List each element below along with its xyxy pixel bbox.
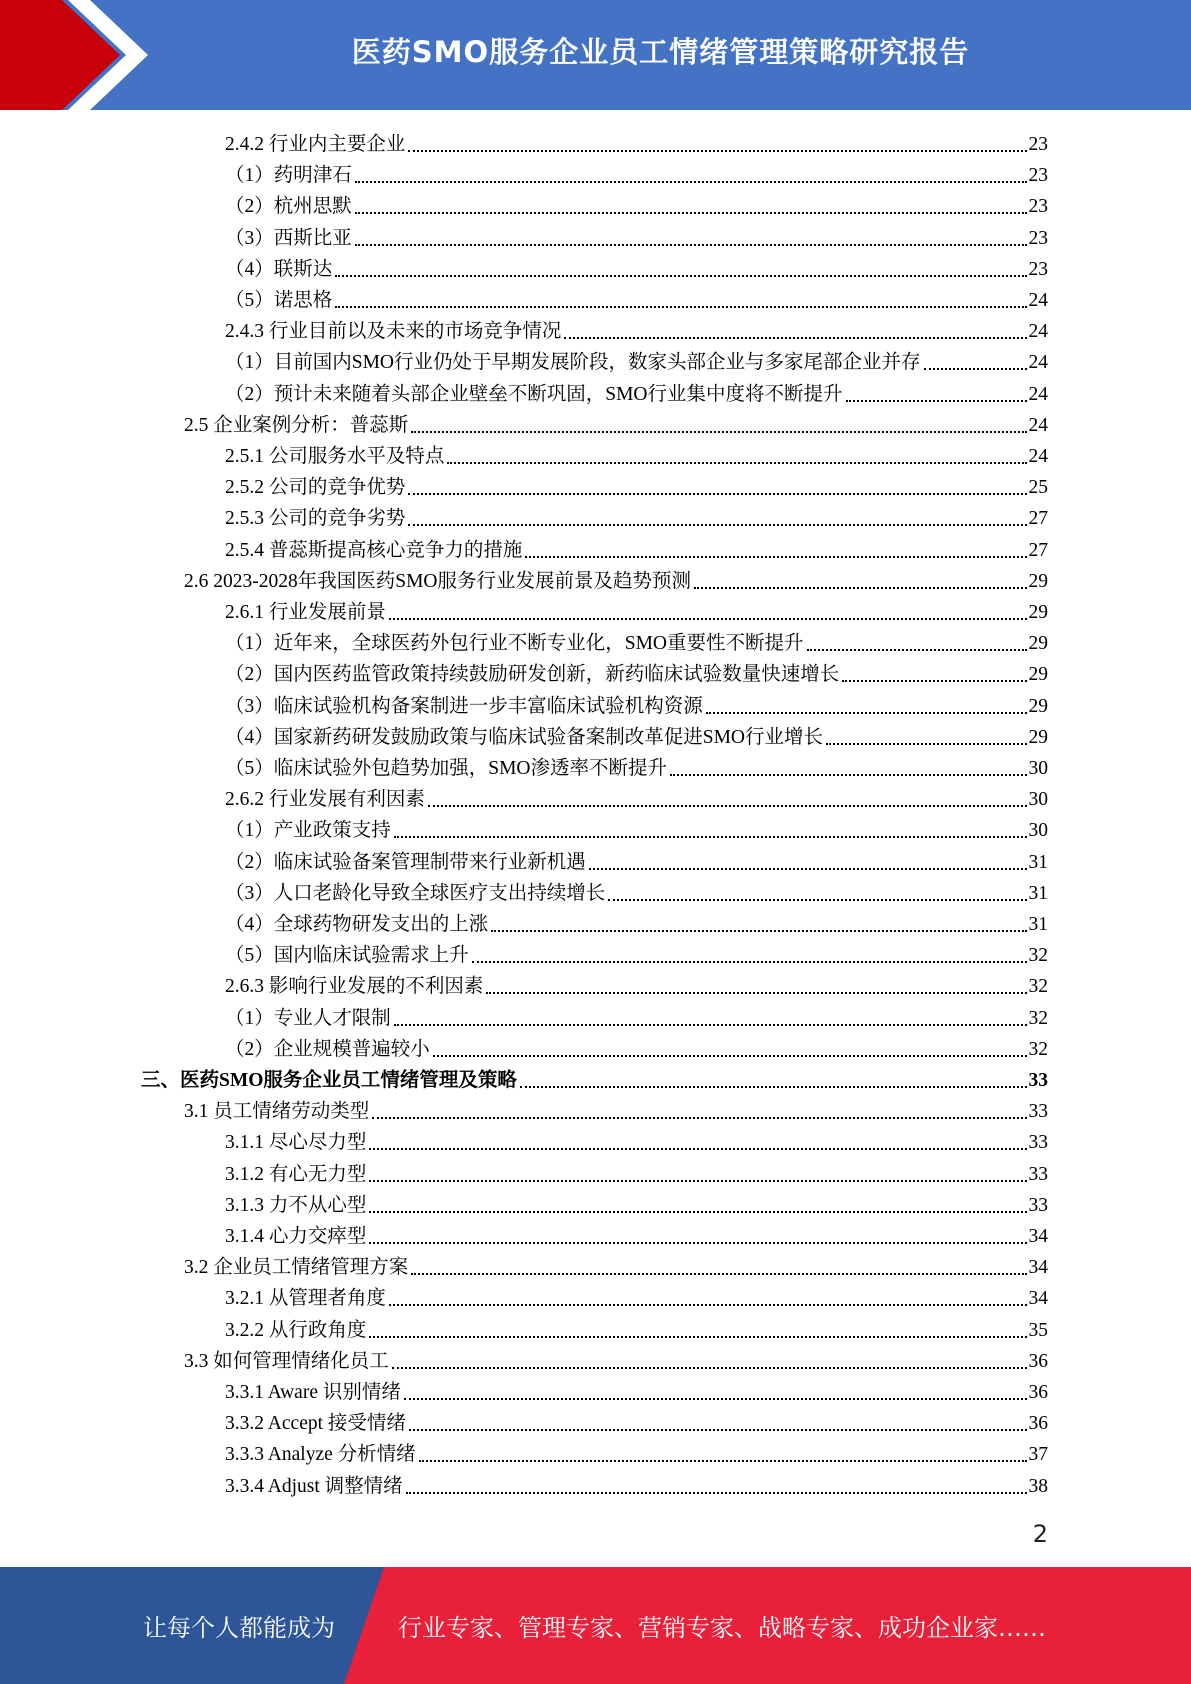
toc-entry[interactable] [225, 221, 1048, 252]
toc-entry-label: （1）目前国内SMO行业仍处于早期发展阶段，数家头部企业与多家尾部企业并存 [225, 352, 921, 374]
footer-slogan-left: 让每个人都能成为 [143, 1614, 335, 1642]
toc-entry-page: 27 [1028, 508, 1048, 530]
toc-entry-label: 3.3.2 Accept 接受情绪 [225, 1413, 406, 1435]
toc-leader-dots [694, 587, 1026, 589]
toc-entry-page: 27 [1028, 539, 1048, 561]
toc-entry-label: 2.6 2023-2028年我国医药SMO服务行业发展前景及趋势预测 [184, 570, 692, 592]
toc-entry[interactable] [225, 720, 1048, 751]
toc-entry-label: （4）全球药物研发支出的上涨 [225, 914, 489, 935]
toc-entry-page: 34 [1028, 1288, 1048, 1310]
toc-entry-page: 31 [1028, 914, 1048, 935]
toc-entry-page: 32 [1028, 1007, 1048, 1029]
toc-entry-label: 3.1.4 心力交瘁型 [225, 1226, 367, 1247]
toc-entry-label: 2.4.2 行业内主要企业 [225, 134, 406, 155]
toc-entry[interactable] [225, 845, 1048, 876]
toc-leader-dots [369, 1336, 1026, 1338]
toc-entry[interactable] [225, 1406, 1048, 1437]
toc-entry-label: 3.2 企业员工情绪管理方案 [184, 1257, 409, 1279]
toc-entry-page: 30 [1028, 820, 1048, 842]
page-header [0, 0, 1191, 110]
toc-entry-page: 29 [1028, 695, 1048, 717]
toc-entry-label: 3.1 员工情绪劳动类型 [184, 1101, 370, 1123]
toc-entry-page: 30 [1028, 758, 1048, 779]
toc-leader-dots [369, 1211, 1026, 1213]
toc-entry[interactable] [225, 813, 1048, 844]
toc-entry-page: 33 [1028, 1194, 1048, 1216]
toc-entry[interactable] [225, 470, 1048, 501]
toc-entry-page: 24 [1028, 414, 1048, 436]
page-number: 2 [1032, 1520, 1048, 1548]
toc-entry-label: 2.6.3 影响行业发展的不利因素 [225, 976, 484, 998]
toc-leader-dots [924, 368, 1027, 370]
toc-entry-label: 2.5.1 公司服务水平及特点 [225, 446, 445, 467]
toc-entry-page: 37 [1028, 1444, 1048, 1466]
toc-entry-page: 32 [1028, 976, 1048, 998]
toc-entry-page: 29 [1028, 664, 1048, 686]
toc-entry-label: （2）企业规模普遍较小 [225, 1038, 430, 1060]
toc-entry-label: （3）西斯比亚 [225, 227, 352, 249]
toc-leader-dots [369, 1180, 1026, 1182]
toc-leader-dots [394, 836, 1027, 838]
toc-leader-dots [406, 1492, 1027, 1494]
toc-entry-label: （5）诺思格 [225, 290, 333, 311]
toc-leader-dots [447, 462, 1026, 464]
toc-entry[interactable] [225, 533, 1048, 564]
toc-entry-page: 24 [1028, 352, 1048, 374]
toc-entry[interactable] [184, 564, 1048, 595]
toc-entry-page: 24 [1028, 321, 1048, 343]
toc-entry-page: 33 [1028, 1132, 1048, 1154]
toc-leader-dots [409, 1429, 1027, 1431]
toc-leader-dots [369, 1148, 1026, 1150]
toc-entry-label: （2）临床试验备案管理制带来行业新机遇 [225, 851, 586, 873]
toc-entry-page: 34 [1028, 1226, 1048, 1247]
toc-entry[interactable] [184, 1094, 1048, 1125]
toc-entry-page: 23 [1028, 227, 1048, 249]
toc-leader-dots [369, 1242, 1026, 1244]
toc-entry[interactable] [225, 689, 1048, 720]
toc-leader-dots [372, 1117, 1026, 1119]
toc-entry[interactable] [225, 907, 1048, 938]
toc-entry-page: 23 [1028, 258, 1048, 280]
toc-entry[interactable] [225, 283, 1048, 314]
toc-entry[interactable] [225, 1437, 1048, 1468]
page-footer [0, 1567, 1191, 1684]
toc-entry-label: （2）国内医药监管政策持续鼓励研发创新，新药临床试验数量快速增长 [225, 664, 840, 686]
toc-entry-label: 3.3.1 Aware 识别情绪 [225, 1382, 401, 1403]
toc-entry[interactable] [225, 345, 1048, 376]
toc-entry[interactable] [184, 1250, 1048, 1281]
toc-entry-label: （4）国家新药研发鼓励政策与临床试验备案制改革促进SMO行业增长 [225, 726, 824, 748]
toc-entry[interactable] [225, 938, 1048, 969]
toc-leader-dots [846, 400, 1027, 402]
toc-entry-page: 29 [1028, 570, 1048, 592]
report-title: 医药SMO服务企业员工情绪管理策略研究报告 [351, 34, 970, 69]
toc-leader-dots [408, 524, 1026, 526]
toc-entry[interactable] [225, 1469, 1048, 1500]
toc-entry-page: 24 [1028, 290, 1048, 311]
toc-entry[interactable] [225, 1032, 1048, 1063]
toc-leader-dots [394, 1024, 1027, 1026]
toc-entry[interactable] [225, 876, 1048, 907]
toc-entry[interactable] [225, 314, 1048, 345]
toc-entry-page: 38 [1028, 1475, 1048, 1497]
toc-leader-dots [355, 212, 1027, 214]
toc-leader-dots [389, 1304, 1027, 1306]
toc-entry-label: 2.5.3 公司的竞争劣势 [225, 508, 406, 530]
toc-entry-page: 31 [1028, 851, 1048, 873]
toc-entry[interactable] [225, 127, 1048, 158]
toc-leader-dots [842, 680, 1026, 682]
toc-entry-page: 23 [1028, 165, 1048, 187]
toc-entry-label: 3.1.2 有心无力型 [225, 1163, 367, 1185]
toc-entry-label: 3.2.2 从行政角度 [225, 1319, 367, 1341]
toc-leader-dots [389, 618, 1027, 620]
toc-entry-page: 33 [1028, 1163, 1048, 1185]
toc-entry-label: （3）人口老龄化导致全球医疗支出持续增长 [225, 882, 606, 904]
toc-entry[interactable] [225, 1281, 1048, 1312]
toc-entry[interactable] [225, 1001, 1048, 1032]
toc-entry-label: （5）临床试验外包趋势加强，SMO渗透率不断提升 [225, 758, 668, 779]
toc-entry-label: 3.3 如何管理情绪化员工 [184, 1350, 389, 1372]
toc-entry-page: 23 [1028, 196, 1048, 218]
toc-entry[interactable] [225, 1157, 1048, 1188]
toc-entry-label: 2.5 企业案例分析：普蕊斯 [184, 414, 409, 436]
toc-leader-dots [472, 961, 1027, 963]
toc-leader-dots [589, 868, 1027, 870]
toc-entry[interactable] [184, 1344, 1048, 1375]
toc-leader-dots [807, 649, 1027, 651]
toc-entry-label: 2.5.2 公司的竞争优势 [225, 477, 406, 499]
toc-entry-label: 3.3.4 Adjust 调整情绪 [225, 1475, 403, 1497]
toc-leader-dots [355, 244, 1027, 246]
toc-leader-dots [428, 805, 1027, 807]
toc-entry-label: 2.6.1 行业发展前景 [225, 602, 386, 623]
toc-entry[interactable] [225, 1188, 1048, 1219]
toc-leader-dots [411, 431, 1026, 433]
toc-entry-page: 31 [1028, 882, 1048, 904]
toc-entry-label: （1）药明津石 [225, 165, 352, 187]
toc-leader-dots [706, 712, 1027, 714]
toc-leader-dots [335, 306, 1026, 308]
toc-leader-dots [826, 743, 1026, 745]
toc-entry-page: 34 [1028, 1257, 1048, 1279]
toc-entry-label: （1）产业政策支持 [225, 820, 391, 842]
toc-leader-dots [392, 1367, 1027, 1369]
chevron-arrow-icon [0, 0, 160, 110]
toc-entry-page: 30 [1028, 789, 1048, 811]
toc-entry-label: （2）预计未来随着头部企业壁垒不断巩固，SMO行业集中度将不断提升 [225, 383, 843, 405]
toc-entry[interactable] [225, 1313, 1048, 1344]
toc-entry[interactable] [225, 377, 1048, 408]
toc-entry-label: 3.3.3 Analyze 分析情绪 [225, 1444, 416, 1466]
toc-entry[interactable] [225, 751, 1048, 782]
toc-entry-label: （4）联斯达 [225, 258, 333, 280]
toc-entry-label: 2.6.2 行业发展有利因素 [225, 789, 425, 811]
toc-entry[interactable] [141, 1063, 1048, 1094]
toc-entry-label: 2.4.3 行业目前以及未来的市场竞争情况 [225, 321, 562, 343]
toc-leader-dots [520, 1086, 1027, 1088]
toc-entry-page: 36 [1028, 1413, 1048, 1435]
toc-leader-dots [404, 1398, 1027, 1400]
toc-leader-dots [608, 899, 1026, 901]
toc-entry-page: 24 [1028, 446, 1048, 467]
toc-entry[interactable] [225, 1375, 1048, 1406]
toc-entry[interactable] [225, 439, 1048, 470]
toc-entry-label: 3.2.1 从管理者角度 [225, 1288, 386, 1310]
toc-entry[interactable] [225, 501, 1048, 532]
toc-entry-page: 32 [1028, 1038, 1048, 1060]
toc-leader-dots [355, 181, 1027, 183]
toc-leader-dots [564, 337, 1026, 339]
toc-entry[interactable] [225, 969, 1048, 1000]
toc-entry-page: 29 [1028, 633, 1048, 655]
toc-leader-dots [408, 493, 1026, 495]
toc-entry[interactable] [225, 626, 1048, 657]
toc-entry-label: 3.1.1 尽心尽力型 [225, 1132, 367, 1154]
toc-entry-page: 36 [1028, 1350, 1048, 1372]
toc-entry[interactable] [225, 1219, 1048, 1250]
toc-entry-page: 33 [1028, 1101, 1048, 1123]
toc-entry-label: （1）专业人才限制 [225, 1007, 391, 1029]
toc-entry-label: （2）杭州思默 [225, 196, 352, 218]
toc-entry[interactable] [225, 158, 1048, 189]
toc-entry-page: 33 [1028, 1070, 1048, 1091]
toc-entry-page: 24 [1028, 383, 1048, 405]
toc-entry-page: 35 [1028, 1319, 1048, 1341]
toc-entry[interactable] [184, 408, 1048, 439]
toc-entry-label: 2.5.4 普蕊斯提高核心竞争力的措施 [225, 539, 523, 561]
toc-entry-label: 三、医药SMO服务企业员工情绪管理及策略 [141, 1070, 517, 1091]
toc-leader-dots [491, 930, 1026, 932]
toc-entry[interactable] [225, 782, 1048, 813]
toc-entry-label: （5）国内临床试验需求上升 [225, 945, 469, 967]
toc-leader-dots [486, 992, 1026, 994]
toc-leader-dots [408, 150, 1026, 152]
toc-entry-page: 32 [1028, 945, 1048, 967]
toc-leader-dots [411, 1273, 1026, 1275]
toc-leader-dots [433, 1055, 1027, 1057]
toc-entry[interactable] [225, 595, 1048, 626]
toc-entry-label: （3）临床试验机构备案制进一步丰富临床试验机构资源 [225, 695, 703, 717]
toc-entry[interactable] [225, 1125, 1048, 1156]
toc-entry[interactable] [225, 252, 1048, 283]
toc-entry-label: 3.1.3 力不从心型 [225, 1194, 367, 1216]
toc-entry-page: 29 [1028, 602, 1048, 623]
toc-entry-page: 29 [1028, 726, 1048, 748]
toc-entry[interactable] [225, 189, 1048, 220]
toc-entry-label: （1）近年来，全球医药外包行业不断专业化，SMO重要性不断提升 [225, 633, 804, 655]
toc-leader-dots [525, 556, 1026, 558]
toc-leader-dots [670, 774, 1026, 776]
toc-entry-page: 23 [1028, 134, 1048, 155]
toc-entry-page: 36 [1028, 1382, 1048, 1403]
footer-slogan-right: 行业专家、管理专家、营销专家、战略专家、成功企业家…… [398, 1614, 1046, 1642]
toc-leader-dots [335, 275, 1026, 277]
toc-leader-dots [419, 1460, 1027, 1462]
toc-entry[interactable] [225, 657, 1048, 688]
toc-entry-page: 25 [1028, 477, 1048, 499]
